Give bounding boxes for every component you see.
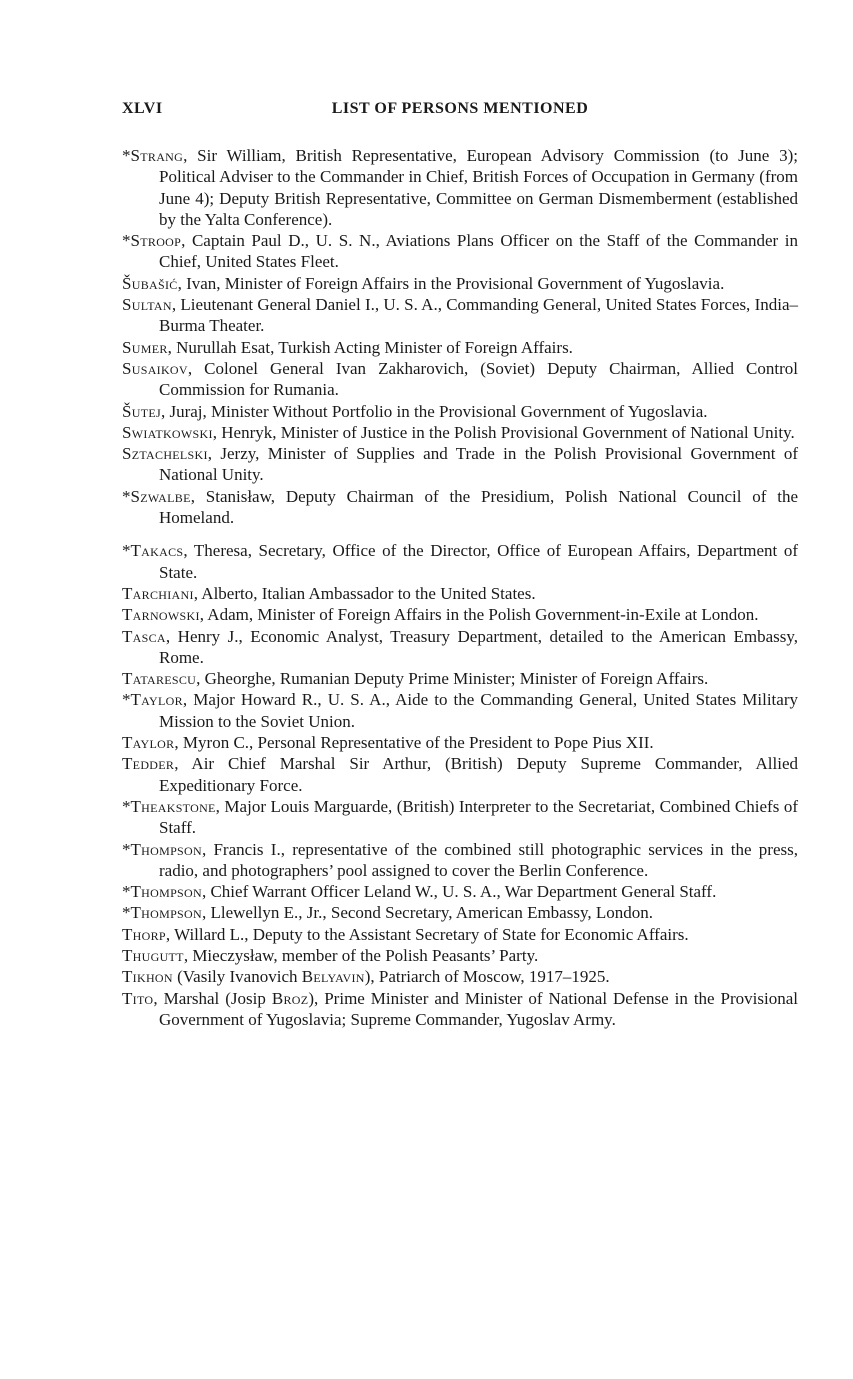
list-item	[122, 540, 798, 583]
surname: Sultan	[122, 295, 172, 315]
entry-text: , Major Louis Marguarde, (British) Interpreter to the Secretariat, Combined Chiefs of Staff.	[159, 796, 798, 838]
entry-text: , Henryk, Minister of Justice in the Polish Provisional Government of National Unity.	[212, 422, 795, 442]
entry-text: , Gheorghe, Rumanian Deputy Prime Minister; Minister of Foreign Affairs.	[196, 669, 709, 689]
entry-text: , Jerzy, Minister of Supplies and Trade in the Polish Provisional Government of National Unity.	[159, 444, 798, 485]
list-item	[122, 401, 798, 422]
entry-text: , Stanisław, Deputy Chairman of the Presidium, Polish National Council of the Homeland.	[159, 486, 798, 528]
list-item	[122, 583, 798, 604]
surname: Thompson	[130, 882, 202, 902]
surname: Tatarescu	[122, 669, 197, 689]
page-header	[122, 100, 798, 122]
persons-list	[122, 145, 798, 1030]
surname: Tedder	[122, 754, 175, 774]
entry-text: , Captain Paul D., U. S. N., Aviations Plans Officer on the Staff of the Commander in Chief, United States Fleet.	[159, 231, 798, 272]
entry-text: , Francis I., representative of the combined still photographic services in the press, radio, and photographers’ pool assigned to cover the Berlin Conference.	[159, 839, 798, 880]
entry-text: , Henry J., Economic Analyst, Treasury Department, detailed to the American Embassy, Rome.	[159, 626, 798, 667]
surname: Stroop	[130, 231, 182, 251]
entry-text: , Mieczysław, member of the Polish Peasants’ Party.	[183, 945, 539, 965]
list-item	[122, 924, 798, 945]
entry-text: , Llewellyn E., Jr., Second Secretary, American Embassy, London.	[201, 903, 653, 923]
surname: Szwalbe	[130, 486, 191, 506]
list-item	[122, 337, 798, 358]
entry-text: , Adam, Minister of Foreign Affairs in the Polish Government-in-Exile at London.	[199, 605, 759, 625]
list-item	[122, 443, 798, 486]
surname: Tikhon	[122, 967, 173, 987]
surname: Sztachelski	[122, 444, 208, 464]
list-item	[122, 881, 798, 902]
entry-text: , Lieutenant General Daniel I., U. S. A., Commanding General, United States Forces, India–Burma Theater.	[159, 295, 798, 336]
surname: Thompson	[130, 839, 202, 859]
list-item	[122, 796, 798, 839]
list-item	[122, 230, 798, 273]
surname: Takacs	[130, 541, 184, 561]
surname: Thugutt	[122, 945, 184, 965]
list-item	[122, 902, 798, 923]
entry-prefix: *	[122, 882, 131, 902]
entry-text: , Sir William, British Representative, European Advisory Commission (to June 3); Political Adviser to the Commander in Chief, British Forces of Occupation in Germany (from June 4); Deputy British Representative, Committee on German Dismemberment (established by the Yalta Conference).	[159, 146, 798, 229]
entry-text: , Myron C., Personal Representative of the President to Pope Pius XII.	[174, 733, 654, 753]
surname: Tarnowski	[122, 605, 200, 625]
surname: Theakstone	[130, 796, 216, 816]
list-item	[122, 358, 798, 401]
list-item	[122, 988, 798, 1031]
alt-surname: Broz	[271, 988, 309, 1008]
entry-prefix: *	[122, 486, 131, 506]
list-item	[122, 668, 798, 689]
list-item	[122, 732, 798, 753]
entry-text-tail: ), Patriarch of Moscow, 1917–1925.	[364, 967, 610, 987]
entry-text: , Nurullah Esat, Turkish Acting Minister of Foreign Affairs.	[167, 337, 573, 357]
entry-text: , Air Chief Marshal Sir Arthur, (British) Deputy Supreme Commander, Allied Expeditionary Force.	[159, 754, 798, 795]
alt-surname: Belyavin	[301, 967, 365, 987]
list-item	[122, 753, 798, 796]
entry-text: (Vasily Ivanovich	[172, 967, 302, 987]
surname: Tito	[122, 988, 154, 1008]
list-item	[122, 966, 798, 987]
list-item	[122, 604, 798, 625]
surname: Tarchiani	[122, 583, 194, 603]
surname: Šutej	[122, 401, 161, 421]
list-item	[122, 294, 798, 337]
surname: Strang	[130, 146, 184, 165]
entry-prefix: *	[122, 231, 131, 251]
surname: Sumer	[122, 337, 168, 357]
list-item	[122, 486, 798, 529]
list-item	[122, 689, 798, 732]
entry-prefix: *	[122, 146, 131, 165]
entry-text: , Alberto, Italian Ambassador to the United States.	[193, 583, 536, 603]
entry-text: , Willard L., Deputy to the Assistant Secretary of State for Economic Affairs.	[165, 924, 689, 944]
entry-text: , Juraj, Minister Without Portfolio in the Provisional Government of Yugoslavia.	[160, 401, 708, 421]
list-item	[122, 145, 798, 230]
surname: Tasca	[122, 626, 166, 646]
list-item	[122, 945, 798, 966]
surname: Swiatkowski	[122, 422, 213, 442]
surname: Susaikov	[122, 358, 188, 378]
entry-text: , Theresa, Secretary, Office of the Director, Office of European Affairs, Department of State.	[159, 541, 798, 582]
entry-text: , Colonel General Ivan Zakharovich, (Soviet) Deputy Chairman, Allied Control Commission for Rumania.	[159, 358, 798, 400]
running-title: LIST OF PERSONS MENTIONED	[331, 100, 589, 117]
list-item	[122, 626, 798, 669]
list-item	[122, 422, 798, 443]
list-item	[122, 273, 798, 294]
surname: Thompson	[130, 903, 202, 923]
entry-prefix: *	[122, 690, 131, 710]
entry-text: , Major Howard R., U. S. A., Aide to the Commanding General, United States Military Mission to the Soviet Union.	[159, 690, 798, 731]
surname: Taylor	[122, 733, 175, 753]
entry-prefix: *	[122, 796, 131, 816]
surname: Šubašić	[122, 273, 178, 293]
page-number: XLVI	[122, 100, 163, 117]
surname: Thorp	[122, 924, 166, 944]
list-item	[122, 839, 798, 882]
entry-prefix: *	[122, 541, 131, 561]
surname: Taylor	[130, 690, 183, 710]
entry-text: , Chief Warrant Officer Leland W., U. S. A., War Department General Staff.	[201, 882, 717, 902]
entry-prefix: *	[122, 839, 131, 859]
entry-text: , Ivan, Minister of Foreign Affairs in the Provisional Government of Yugoslavia.	[177, 273, 725, 293]
entry-text: , Marshal (Josip	[153, 988, 272, 1008]
entry-prefix: *	[122, 903, 131, 923]
entry-text-tail: ), Prime Minister and Minister of National Defense in the Provisional Government of Yugoslavia; Supreme Commander, Yugoslav Army.	[159, 988, 798, 1029]
